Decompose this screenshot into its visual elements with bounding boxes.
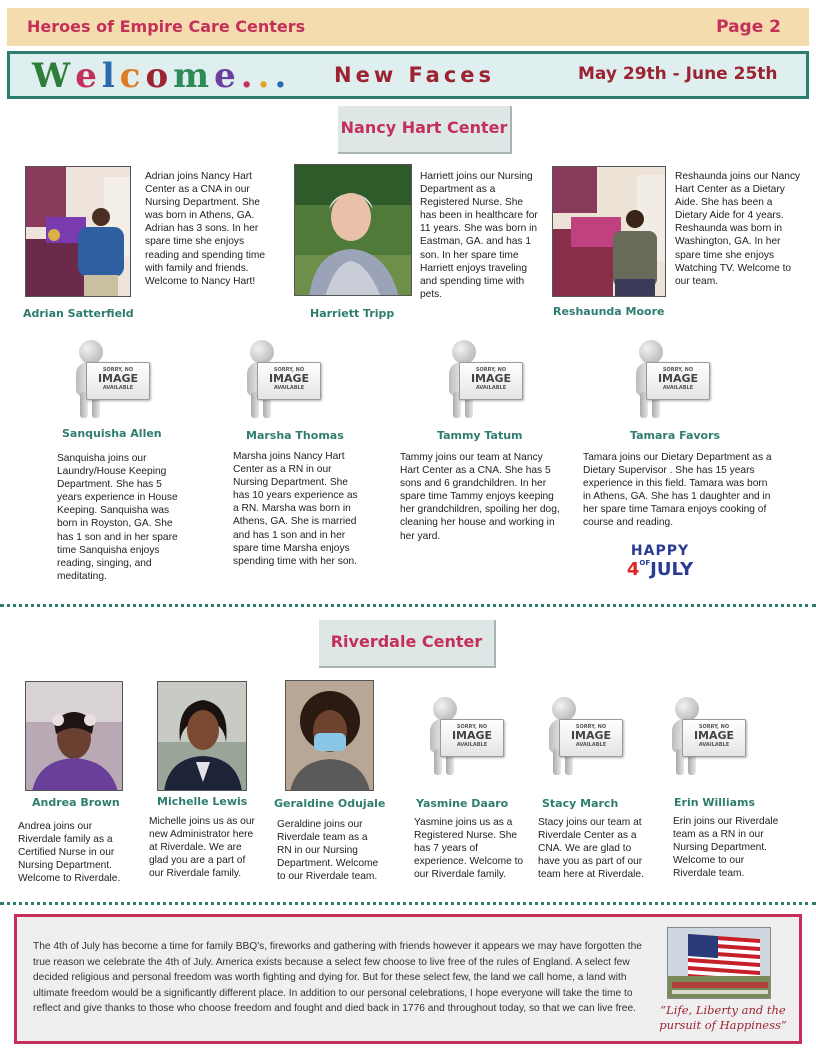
section-divider bbox=[0, 902, 816, 905]
person-name: Marsha Thomas bbox=[246, 429, 344, 442]
person-name: Tamara Favors bbox=[630, 429, 721, 442]
page-header bbox=[7, 8, 809, 46]
person-name: Yasmine Daaro bbox=[416, 797, 509, 810]
section-divider bbox=[0, 604, 816, 607]
no-image-placeholder: SORRY, NO IMAGE AVAILABLE bbox=[430, 697, 504, 777]
photo-andrea-brown bbox=[25, 681, 123, 791]
person-bio: Tamara joins our Dietary Department as a Dietary Supervisor . She has 15 years experience in this field. Tamara was born in Athens, GA. She has 1 daughter and in her spare time Tamara enjoys cooking of course and reading. bbox=[583, 452, 772, 529]
no-image-placeholder: SORRY, NO IMAGE AVAILABLE bbox=[672, 697, 746, 777]
newsletter-title: Heroes of Empire Care Centers bbox=[27, 17, 306, 36]
photo-adrian-satterfield bbox=[25, 166, 131, 297]
welcome-heading bbox=[32, 56, 291, 96]
fourth-of-july-message-box bbox=[14, 914, 802, 1044]
liberty-quote: “Life, Liberty and the pursuit of Happiness” bbox=[659, 1003, 787, 1032]
welcome-letter: . bbox=[257, 56, 275, 96]
person-bio: Yasmine joins us as a Registered Nurse. She has 7 years of experience. Welcome to our Riverdale family. bbox=[414, 817, 524, 881]
welcome-letter: m bbox=[173, 56, 215, 96]
no-image-placeholder: SORRY, NO IMAGE AVAILABLE bbox=[76, 340, 150, 420]
welcome-banner bbox=[7, 51, 809, 99]
person-bio: Michelle joins us as our new Administrator here at Riverdale. We are glad you are a part of our Riverdale family. bbox=[149, 816, 255, 880]
no-image-placeholder: SORRY, NO IMAGE AVAILABLE bbox=[247, 340, 321, 420]
person-name: Sanquisha Allen bbox=[62, 427, 162, 440]
happy-fourth-of-july-graphic: HAPPY $4^{OF}JULY$ bbox=[626, 543, 694, 580]
person-bio: Harriett joins our Nursing Department as a Registered Nurse. She has been in healthcare for 11 years. She was born in Eastman, GA. and has 1 son. In her spare time Harriett enjoys traveling and spending time with pets. bbox=[420, 171, 538, 300]
person-bio: Andrea joins our Riverdale family as a Certified Nurse in our Nursing Department. Welcome to Riverdale. bbox=[18, 821, 121, 885]
nancy-hart-center-heading: Nancy Hart Center bbox=[338, 106, 512, 154]
photo-michelle-lewis bbox=[157, 681, 247, 791]
person-name: Stacy March bbox=[542, 797, 619, 810]
person-bio: Adrian joins Nancy Hart Center as a CNA in our Nursing Department. She was born in Athens, GA. Adrian has 3 sons. In her spare time she enjoys reading and spending time with family and friends. Welcome to Nancy Hart! bbox=[145, 171, 266, 287]
person-name: Adrian Satterfield bbox=[23, 307, 134, 320]
date-range: May 29th - June 25th bbox=[578, 64, 778, 84]
person-name: Tammy Tatum bbox=[437, 429, 523, 442]
welcome-letter: c bbox=[119, 56, 146, 96]
no-image-placeholder: SORRY, NO IMAGE AVAILABLE bbox=[449, 340, 523, 420]
no-image-placeholder: SORRY, NO IMAGE AVAILABLE bbox=[636, 340, 710, 420]
person-name: Reshaunda Moore bbox=[553, 305, 665, 318]
welcome-letter: . bbox=[274, 56, 292, 96]
welcome-letter: o bbox=[145, 56, 174, 96]
riverdale-center-heading: Riverdale Center bbox=[319, 620, 496, 668]
person-bio: Geraldine joins our Riverdale team as a RN in our Nursing Department. Welcome to our Riverdale team. bbox=[277, 819, 379, 883]
person-bio: Marsha joins Nancy Hart Center as a RN in our Nursing Department. She has 10 years experience as a RN. Marsha was born in Athens, GA. She is married and has 1 son and in her spare time Marsha enjoys spending time with her son. bbox=[233, 451, 358, 567]
no-image-placeholder: SORRY, NO IMAGE AVAILABLE bbox=[549, 697, 623, 777]
welcome-letter: W bbox=[32, 56, 76, 96]
person-name: Michelle Lewis bbox=[157, 795, 248, 808]
person-bio: Reshaunda joins our Nancy Hart Center as a Dietary Aide. She has been a Dietary Aide for 4 years. Reshaunda was born in Washington, GA. In her spare time she enjoys Watching TV. Welcome to our team. bbox=[675, 171, 801, 287]
person-name: Andrea Brown bbox=[32, 796, 120, 809]
welcome-letter: e bbox=[75, 56, 102, 96]
welcome-letter: . bbox=[240, 56, 258, 96]
person-name: Geraldine Odujale bbox=[274, 797, 386, 810]
american-flag-image bbox=[667, 927, 771, 999]
person-name: Harriett Tripp bbox=[310, 307, 395, 320]
fourth-of-july-message: The 4th of July has become a time for family BBQ's, fireworks and gathering with friends however it appears we may have forgotten the true reason we celebrate the 4th of July. America exists because a select few choose to live free of the rules of England. A select few decided religious and personal freedom was worth fighting and dying for. But for these select few, the land we call home, a land with ultimate freedom would be a significantly different place. In addition to our personal celebrations, I hope everyone will take the time to reflect and give thanks to those who choose freedom and fought and died back in 1776 and throughout today, so that we can live free. bbox=[33, 941, 642, 1014]
welcome-letter: e bbox=[214, 56, 241, 96]
person-bio: Stacy joins our team at Riverdale Center as a CNA. We are glad to have you as part of our team here at Riverdale. bbox=[538, 817, 644, 881]
photo-harriett-tripp bbox=[294, 164, 412, 296]
person-bio: Sanquisha joins our Laundry/House Keeping Department. She has 5 years experience in House Keeping. Sanquisha was born in Royston, GA. She has 1 son and in her spare time Sanquisha enjoys reading, singing, and meditating. bbox=[57, 453, 178, 582]
photo-reshaunda-moore bbox=[552, 166, 666, 297]
new-faces-heading: New Faces bbox=[334, 63, 496, 87]
person-bio: Tammy joins our team at Nancy Hart Center as a CNA. She has 5 sons and 6 grandchildren. In her spare time Tammy enjoys keeping her grandchildren, spoiling her dog, cleaning her house and working in her yard. bbox=[400, 452, 560, 542]
person-bio: Erin joins our Riverdale team as a RN in our Nursing Department. Welcome to our Riverdale team. bbox=[673, 816, 779, 880]
welcome-letter: l bbox=[101, 56, 120, 96]
page-number: Page 2 bbox=[716, 17, 781, 37]
photo-geraldine-odujale bbox=[285, 680, 374, 791]
person-name: Erin Williams bbox=[674, 796, 756, 809]
